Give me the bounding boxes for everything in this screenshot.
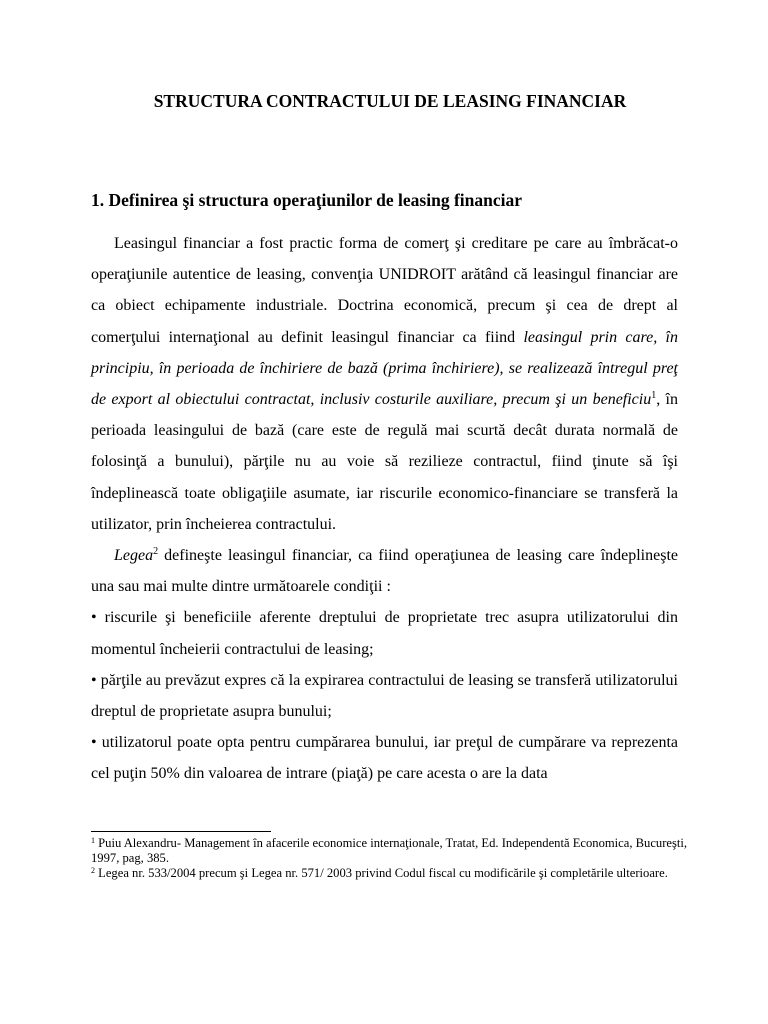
law-reference: Legea <box>114 547 154 565</box>
footnote-text: Legea nr. 533/2004 precum şi Legea nr. 571/ 2003 privind Codul fiscal cu modificările şi completările ulterioare. <box>95 866 668 880</box>
bullet-item: • utilizatorul poate opta pentru cumpărarea bunului, iar preţul de cumpărare va reprezenta cel puţin 50% din valoarea de intrare (piaţă) pe care acesta o are la data <box>91 734 678 783</box>
paragraph-text: Leasingul financiar a fost practic forma de comerţ şi creditare pe care au îmbrăcat-o operaţiunile autentice de leasing, convenţia UNIDROIT arătând că leasingul financiar are ca obiect echipamente industriale. Doctrina economică, precum şi cea de drept al comerţului internaţional au definit leasingul financiar ca fiind <box>91 235 678 346</box>
document-body <box>91 228 678 790</box>
paragraph-law <box>91 540 678 602</box>
footnote-2 <box>91 866 691 881</box>
footnote-ref-1: 1 <box>651 390 657 402</box>
footnote-1 <box>91 836 691 866</box>
paragraph-definition <box>91 228 678 540</box>
footnotes <box>91 836 691 881</box>
footnote-text: Puiu Alexandru- Management în afacerile economice internaţionale, Tratat, Ed. Independentă Economica, Bucureşti, 1997, pag, 385. <box>91 836 688 865</box>
italic-definition: leasingul prin care, în principiu, în perioada de închiriere de bază (prima închiriere), se realizează întregul preţ de export al obiectului contractat, inclusiv costurile auxiliare, precum şi un beneficiu <box>91 328 679 409</box>
paragraph-text: defineşte leasingul financiar, ca fiind operaţiunea de leasing care îndeplineşte una sau mai multe dintre următoarele condiţii : <box>91 547 678 596</box>
section-heading: 1. Definirea şi structura operaţiunilor de leasing financiar <box>91 190 522 210</box>
footnote-number: 2 <box>91 866 95 875</box>
paragraph-text: , în perioada leasingului de bază (care este de regulă mai scurtă decât durata normală de folosinţă a bunului), părţile nu au voie să rezilieze contractul, fiind ţinute să îşi îndeplinească toate obligaţiile asumate, iar riscurile economico-financiare se transferă la utilizator, prin încheierea contractului. <box>91 391 678 533</box>
footnote-divider <box>91 831 271 832</box>
footnote-ref-2: 2 <box>153 546 159 558</box>
footnote-number: 1 <box>91 836 95 845</box>
bullet-item: • părţile au prevăzut expres că la expirarea contractului de leasing se transferă utilizatorului dreptul de proprietate asupra bunului; <box>91 671 678 721</box>
bullet-item: • riscurile şi beneficiile aferente dreptului de proprietate trec asupra utilizatorului din momentul încheierii contractului de leasing; <box>91 609 678 658</box>
document-title: STRUCTURA CONTRACTULUI DE LEASING FINANCIAR <box>153 91 627 111</box>
